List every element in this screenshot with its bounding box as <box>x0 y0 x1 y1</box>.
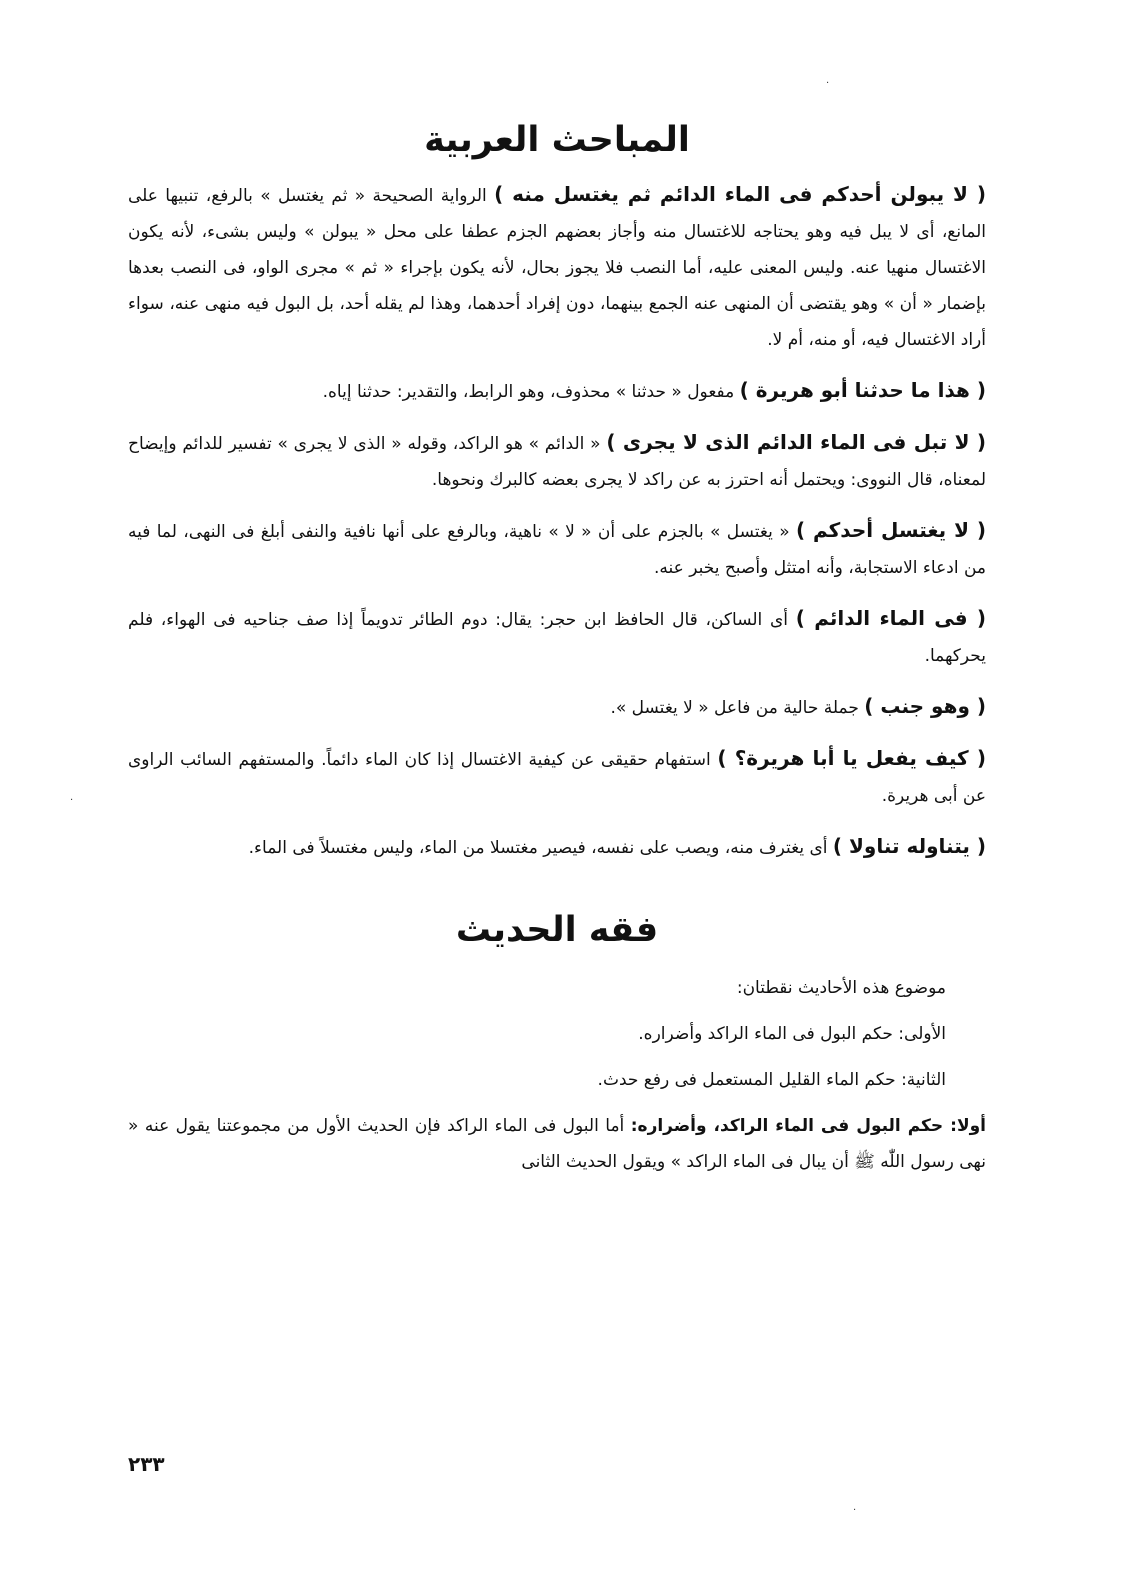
paragraph-text: « يغتسل » بالجزم على أن « لا » ناهية، وبالرفع على أنها نافية والنفى أبلغ فى النهى، لما فيه من ادعاء الاستجابة، وأنه امتثل وأصبح يخبر عنه. <box>128 522 986 578</box>
paragraph-term: ( هذا ما حدثنا أبو هريرة ) <box>739 378 986 402</box>
paragraph-term: ( فى الماء الدائم ) <box>795 606 986 630</box>
paragraph-term: ( يتناوله تناولا ) <box>832 834 986 858</box>
section-title-hadith-fiqh: فقه الحديث <box>455 910 659 950</box>
fiqh-paragraph-lead: أولا: حكم البول فى الماء الراكد، وأضراره: <box>630 1116 986 1136</box>
paragraph-5 <box>128 600 986 674</box>
paragraph-text: جملة حالية من فاعل « لا يغتسل ». <box>610 698 865 718</box>
paragraph-7 <box>128 740 986 814</box>
speck: · <box>853 1505 857 1516</box>
fiqh-point-second: الثانية: حكم الماء القليل المستعمل فى رفع حدث. <box>597 1070 946 1090</box>
paragraph-term: ( لا تبل فى الماء الدائم الذى لا يجرى ) <box>606 430 986 454</box>
section-title-arabic-studies: المباحث العربية <box>424 120 690 160</box>
page-body <box>128 108 986 1180</box>
paragraph-term: ( لا يبولن أحدكم فى الماء الدائم ثم يغتسل منه ) <box>494 182 986 206</box>
paragraph-text: الرواية الصحيحة « ثم يغتسل » بالرفع، تنبيها على المانع، أى لا يبل فيه وهو يحتاجه للاغتسال منه وأجاز بعضهم الجزم عطفا على محل « يبولن » وليس بشىء، لأنه يكون الاغتسال منهيا عنه. وليس المعنى عليه، أما النصب فلا يجوز بحال، لأنه يكون بإجراء « ثم » مجرى الواو، فى النصب بعدها بإضمار « أن » وهو يقتضى أن المنهى عنه الجمع بينهما، دون إفراد أحدهما، وهذا لم يقله أحد، بل البول فيه منهى عنه، سواء أراد الاغتسال فيه، أو منه، أم لا. <box>128 186 986 350</box>
fiqh-paragraph-text: أما البول فى الماء الراكد فإن الحديث الأول من مجموعتنا يقول عنه « نهى رسول اللّٰه ﷺ أن يبال فى الماء الراكد » ويقول الحديث الثانى <box>128 1116 986 1172</box>
paragraph-text: أى يغترف منه، ويصب على نفسه، فيصير مغتسلا من الماء، وليس مغتسلاً فى الماء. <box>248 838 833 858</box>
paragraph-8 <box>128 828 986 866</box>
paragraph-3 <box>128 424 986 498</box>
fiqh-paragraph-first <box>128 1108 986 1180</box>
paragraph-2 <box>128 372 986 410</box>
paragraph-1 <box>128 176 986 358</box>
paragraph-text: مفعول « حدثنا » محذوف، وهو الرابط، والتقدير: حدثنا إياه. <box>322 382 740 402</box>
speck: · <box>70 795 74 806</box>
speck: · <box>826 78 830 89</box>
paragraph-6 <box>128 688 986 726</box>
paragraph-text: استفهام حقيقى عن كيفية الاغتسال إذا كان الماء دائماً. والمستفهم السائب الراوى عن أبى هريرة. <box>128 750 986 806</box>
paragraph-4 <box>128 512 986 586</box>
paragraph-text: « الدائم » هو الراكد، وقوله « الذى لا يجرى » تفسير للدائم وإيضاح لمعناه، قال النووى: ويحتمل أنه احترز به عن راكد لا يجرى بعضه كالبرك ونحوها. <box>128 434 986 490</box>
fiqh-point-first: الأولى: حكم البول فى الماء الراكد وأضراره. <box>638 1024 946 1044</box>
paragraph-term: ( وهو جنب ) <box>864 694 986 718</box>
paragraph-term: ( لا يغتسل أحدكم ) <box>795 518 986 542</box>
paragraph-term: ( كيف يفعل يا أبا هريرة؟ ) <box>717 746 987 770</box>
paragraph-text: أى الساكن، قال الحافظ ابن حجر: يقال: دوم الطائر تدويماً إذا صف جناحيه فى الهواء، فلم يحركهما. <box>128 610 986 666</box>
page-number: ٢٣٣ <box>128 1452 165 1476</box>
fiqh-intro-line: موضوع هذه الأحاديث نقطتان: <box>736 978 946 998</box>
